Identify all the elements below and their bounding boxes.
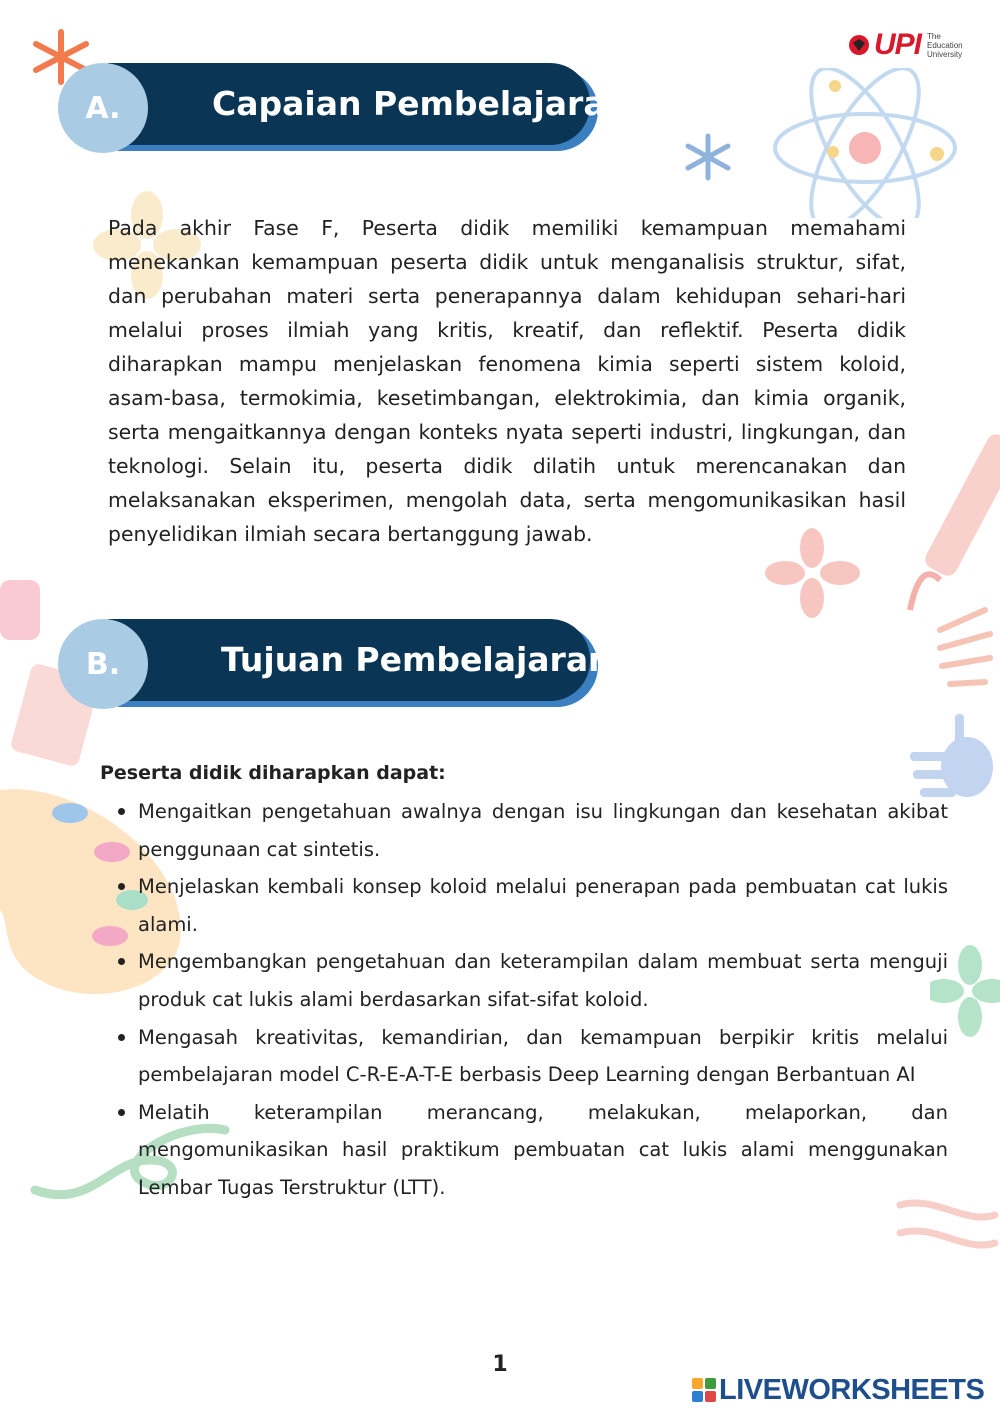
liveworksheets-text: LIVEWORKSHEETS: [719, 1373, 985, 1406]
objective-item: Mengasah kreativitas, kemandirian, dan kemampuan berpikir kritis melalui pembelajaran model C-R-E-A-T-E berbasis Deep Learning dengan Berbantuan AI: [138, 1019, 948, 1094]
page-number: 1: [492, 1352, 508, 1377]
section-b-header: [58, 619, 612, 711]
hand-print-doodle: [930, 600, 1000, 700]
objective-item: Menjelaskan kembali konsep koloid melalui penerapan pada pembuatan cat lukis alami.: [138, 868, 948, 943]
section-b-letter: B.: [58, 619, 148, 709]
objective-item: Mengaitkan pengetahuan awalnya dengan isu lingkungan dan kesehatan akibat penggunaan cat sintetis.: [138, 793, 948, 868]
section-b-title: Tujuan Pembelajaran: [221, 640, 612, 679]
capaian-paragraph: Pada akhir Fase F, Peserta didik memiliki kemampuan memahami menekankan kemampuan peserta didik untuk menganalisis struktur, sifat, dan perubahan materi serta penerapannya dalam kehidupan sehari-hari melalui proses ilmiah yang kritis, kreatif, dan reflektif. Peserta didik diharapkan mampu menjelaskan fenomena kimia seperti sistem koloid, asam-basa, termokimia, kesetimbangan, elektrokimia, dan kimia organik, serta mengaitkannya dengan konteks nyata seperti industri, lingkungan, dan teknologi. Selain itu, peserta didik dilatih untuk merencanakan dan melaksanakan eksperimen, mengolah data, serta mengomunikasikan hasil penyelidikan ilmiah secara bertanggung jawab.: [108, 216, 906, 547]
section-a-header: [58, 63, 630, 155]
upi-emblem-icon: [848, 34, 870, 56]
objectives-list: [100, 793, 948, 1207]
section-a-title: Capaian Pembelajaran: [212, 84, 630, 123]
logo-subtitle-line: University: [927, 49, 963, 59]
section-a-banner: [108, 63, 630, 145]
objective-item: Mengembangkan pengetahuan dan keterampilan dalam membuat serta menguji produk cat lukis alami berdasarkan sifat-sifat koloid.: [138, 943, 948, 1018]
atom-icon: [765, 68, 965, 218]
objectives-intro: Peserta didik diharapkan dapat:: [100, 762, 446, 784]
section-a-letter: A.: [58, 63, 148, 153]
logo-subtitle-line: The: [927, 31, 941, 41]
liveworksheets-watermark[interactable]: [692, 1372, 984, 1408]
section-b-banner: [108, 619, 612, 701]
objective-item: Melatih keterampilan merancang, melakukan, melaporkan, dan mengomunikasikan hasil praktikum pembuatan cat lukis alami menggunakan Lembar Tugas Terstruktur (LTT).: [138, 1094, 948, 1207]
upi-logo-subtitle: [927, 32, 963, 59]
logo-subtitle-line: Education: [927, 40, 963, 50]
upi-logo: [848, 28, 978, 62]
upi-logo-text: UPI: [874, 28, 922, 61]
blue-star-doodle: [682, 132, 734, 182]
liveworksheets-icon: [692, 1378, 716, 1402]
